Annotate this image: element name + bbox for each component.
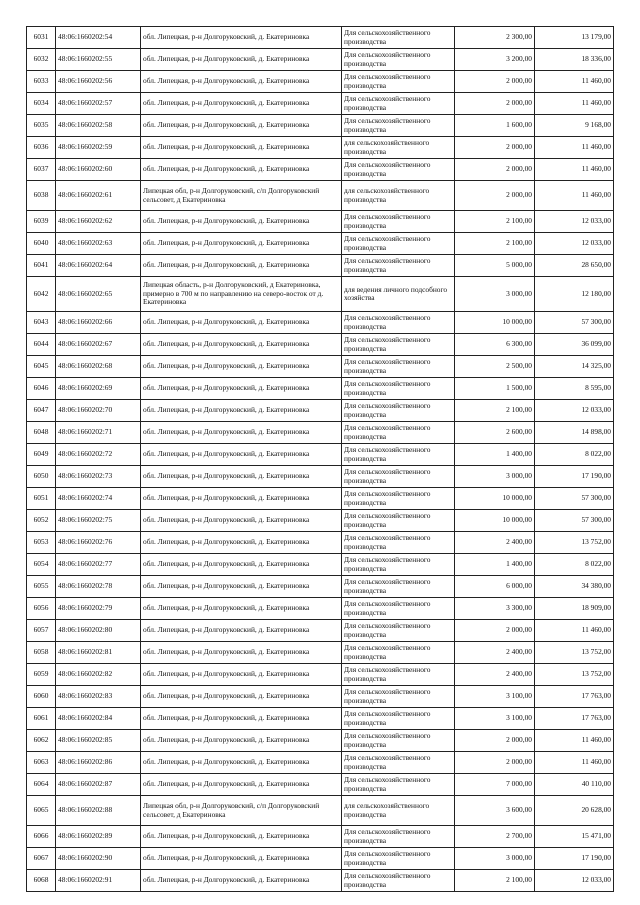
table-row xyxy=(27,211,614,233)
cadastral-value: 13 752,00 xyxy=(535,642,614,664)
plot-address: обл. Липецкая, р-н Долгоруковский, д. Екатериновка xyxy=(141,598,342,620)
permitted-use: Для сельскохозяйственного производства xyxy=(342,233,455,255)
cadastral-value: 12 033,00 xyxy=(535,400,614,422)
table-row xyxy=(27,752,614,774)
permitted-use: Для сельскохозяйственного производства xyxy=(342,532,455,554)
plot-address: обл. Липецкая, р-н Долгоруковский, д. Екатериновка xyxy=(141,664,342,686)
permitted-use: для сельскохозяйственного производства xyxy=(342,137,455,159)
plot-address: обл. Липецкая, р-н Долгоруковский, д. Екатериновка xyxy=(141,826,342,848)
table-row xyxy=(27,870,614,892)
cadastral-value: 11 460,00 xyxy=(535,752,614,774)
table-row xyxy=(27,444,614,466)
plot-address: обл. Липецкая, р-н Долгоруковский, д. Екатериновка xyxy=(141,211,342,233)
row-number: 6052 xyxy=(27,510,56,532)
cadastral-number: 48:06:1660202:56 xyxy=(56,71,141,93)
row-number: 6060 xyxy=(27,686,56,708)
plot-address: обл. Липецкая, р-н Долгоруковский, д. Екатериновка xyxy=(141,620,342,642)
table-row xyxy=(27,255,614,277)
cadastral-number: 48:06:1660202:91 xyxy=(56,870,141,892)
cadastral-value: 8 022,00 xyxy=(535,554,614,576)
permitted-use: Для сельскохозяйственного производства xyxy=(342,71,455,93)
plot-area: 2 000,00 xyxy=(455,752,535,774)
permitted-use: Для сельскохозяйственного производства xyxy=(342,664,455,686)
permitted-use: Для сельскохозяйственного производства xyxy=(342,870,455,892)
permitted-use: Для сельскохозяйственного производства xyxy=(342,620,455,642)
plot-address: обл. Липецкая, р-н Долгоруковский, д. Екатериновка xyxy=(141,870,342,892)
table-row xyxy=(27,49,614,71)
table-row xyxy=(27,181,614,211)
table-row xyxy=(27,708,614,730)
cadastral-number: 48:06:1660202:71 xyxy=(56,422,141,444)
cadastral-value: 14 898,00 xyxy=(535,422,614,444)
cadastral-number: 48:06:1660202:78 xyxy=(56,576,141,598)
table-row xyxy=(27,71,614,93)
plot-address: обл. Липецкая, р-н Долгоруковский, д. Екатериновка xyxy=(141,378,342,400)
table-row xyxy=(27,159,614,181)
cadastral-value: 12 033,00 xyxy=(535,211,614,233)
cadastral-value: 11 460,00 xyxy=(535,93,614,115)
cadastral-value: 13 752,00 xyxy=(535,532,614,554)
row-number: 6039 xyxy=(27,211,56,233)
permitted-use: Для сельскохозяйственного производства xyxy=(342,466,455,488)
table-row xyxy=(27,796,614,826)
row-number: 6033 xyxy=(27,71,56,93)
document-page xyxy=(26,26,613,892)
plot-address: Липецкая обл, р-н Долгоруковский, с/п Долгоруковский сельсовет, д Екатериновка xyxy=(141,796,342,826)
cadastral-number: 48:06:1660202:84 xyxy=(56,708,141,730)
table-row xyxy=(27,576,614,598)
table-body xyxy=(27,27,614,892)
plot-area: 2 700,00 xyxy=(455,826,535,848)
plot-address: обл. Липецкая, р-н Долгоруковский, д. Екатериновка xyxy=(141,71,342,93)
plot-area: 5 000,00 xyxy=(455,255,535,277)
table-row xyxy=(27,620,614,642)
permitted-use: Для сельскохозяйственного производства xyxy=(342,378,455,400)
cadastral-number: 48:06:1660202:76 xyxy=(56,532,141,554)
plot-area: 2 100,00 xyxy=(455,211,535,233)
row-number: 6055 xyxy=(27,576,56,598)
cadastral-number: 48:06:1660202:69 xyxy=(56,378,141,400)
cadastral-number: 48:06:1660202:74 xyxy=(56,488,141,510)
plot-address: обл. Липецкая, р-н Долгоруковский, д. Екатериновка xyxy=(141,312,342,334)
plot-address: обл. Липецкая, р-н Долгоруковский, д. Екатериновка xyxy=(141,730,342,752)
cadastral-number: 48:06:1660202:61 xyxy=(56,181,141,211)
table-row xyxy=(27,27,614,49)
permitted-use: Для сельскохозяйственного производства xyxy=(342,576,455,598)
cadastral-value: 17 763,00 xyxy=(535,708,614,730)
cadastral-number: 48:06:1660202:66 xyxy=(56,312,141,334)
table-row xyxy=(27,115,614,137)
row-number: 6042 xyxy=(27,277,56,312)
table-row xyxy=(27,356,614,378)
plot-area: 2 000,00 xyxy=(455,620,535,642)
plot-area: 2 000,00 xyxy=(455,71,535,93)
cadastral-value: 36 099,00 xyxy=(535,334,614,356)
permitted-use: для ведения личного подсобного хозяйства xyxy=(342,277,455,312)
plot-address: обл. Липецкая, р-н Долгоруковский, д. Екатериновка xyxy=(141,93,342,115)
permitted-use: Для сельскохозяйственного производства xyxy=(342,848,455,870)
row-number: 6051 xyxy=(27,488,56,510)
table-row xyxy=(27,488,614,510)
cadastral-value: 57 300,00 xyxy=(535,312,614,334)
cadastral-value: 34 380,00 xyxy=(535,576,614,598)
plot-area: 2 000,00 xyxy=(455,730,535,752)
table-row xyxy=(27,137,614,159)
permitted-use: Для сельскохозяйственного производства xyxy=(342,752,455,774)
cadastral-number: 48:06:1660202:67 xyxy=(56,334,141,356)
plot-area: 2 000,00 xyxy=(455,93,535,115)
permitted-use: Для сельскохозяйственного производства xyxy=(342,826,455,848)
cadastral-value: 20 628,00 xyxy=(535,796,614,826)
table-row xyxy=(27,642,614,664)
plot-address: обл. Липецкая, р-н Долгоруковский, д. Екатериновка xyxy=(141,642,342,664)
row-number: 6043 xyxy=(27,312,56,334)
table-row xyxy=(27,664,614,686)
plot-address: Липецкая область, р-н Долгоруковский, д Екатериновка, примерно в 700 м по направлению на северо-восток от д. Екатериновка xyxy=(141,277,342,312)
permitted-use: Для сельскохозяйственного производства xyxy=(342,211,455,233)
plot-area: 2 000,00 xyxy=(455,159,535,181)
permitted-use: Для сельскохозяйственного производства xyxy=(342,488,455,510)
cadastral-number: 48:06:1660202:63 xyxy=(56,233,141,255)
row-number: 6059 xyxy=(27,664,56,686)
plot-address: обл. Липецкая, р-н Долгоруковский, д. Екатериновка xyxy=(141,159,342,181)
plot-area: 2 100,00 xyxy=(455,400,535,422)
plot-area: 2 600,00 xyxy=(455,422,535,444)
permitted-use: Для сельскохозяйственного производства xyxy=(342,444,455,466)
cadastral-number: 48:06:1660202:85 xyxy=(56,730,141,752)
plot-address: обл. Липецкая, р-н Долгоруковский, д. Екатериновка xyxy=(141,848,342,870)
row-number: 6047 xyxy=(27,400,56,422)
table-row xyxy=(27,826,614,848)
cadastral-number: 48:06:1660202:72 xyxy=(56,444,141,466)
plot-address: обл. Липецкая, р-н Долгоруковский, д. Екатериновка xyxy=(141,752,342,774)
cadastral-number: 48:06:1660202:57 xyxy=(56,93,141,115)
permitted-use: Для сельскохозяйственного производства xyxy=(342,356,455,378)
plot-address: Липецкая обл, р-н Долгоруковский, с/п Долгоруковский сельсовет, д Екатериновка xyxy=(141,181,342,211)
plot-area: 7 000,00 xyxy=(455,774,535,796)
cadastral-number: 48:06:1660202:64 xyxy=(56,255,141,277)
plot-address: обл. Липецкая, р-н Долгоруковский, д. Екатериновка xyxy=(141,334,342,356)
cadastral-value: 17 763,00 xyxy=(535,686,614,708)
table-row xyxy=(27,730,614,752)
cadastral-value: 11 460,00 xyxy=(535,137,614,159)
cadastral-number: 48:06:1660202:62 xyxy=(56,211,141,233)
cadastral-number: 48:06:1660202:77 xyxy=(56,554,141,576)
plot-area: 6 000,00 xyxy=(455,576,535,598)
permitted-use: Для сельскохозяйственного производства xyxy=(342,255,455,277)
plot-area: 2 000,00 xyxy=(455,181,535,211)
permitted-use: Для сельскохозяйственного производства xyxy=(342,642,455,664)
permitted-use: Для сельскохозяйственного производства xyxy=(342,708,455,730)
cadastral-value: 13 752,00 xyxy=(535,664,614,686)
cadastral-number: 48:06:1660202:73 xyxy=(56,466,141,488)
cadastral-number: 48:06:1660202:65 xyxy=(56,277,141,312)
row-number: 6044 xyxy=(27,334,56,356)
table-row xyxy=(27,334,614,356)
cadastral-value: 12 180,00 xyxy=(535,277,614,312)
cadastral-value: 11 460,00 xyxy=(535,730,614,752)
cadastral-value: 13 179,00 xyxy=(535,27,614,49)
row-number: 6048 xyxy=(27,422,56,444)
cadastral-number: 48:06:1660202:54 xyxy=(56,27,141,49)
cadastral-number: 48:06:1660202:88 xyxy=(56,796,141,826)
permitted-use: Для сельскохозяйственного производства xyxy=(342,422,455,444)
row-number: 6049 xyxy=(27,444,56,466)
row-number: 6063 xyxy=(27,752,56,774)
plot-area: 2 100,00 xyxy=(455,870,535,892)
plot-address: обл. Липецкая, р-н Долгоруковский, д. Екатериновка xyxy=(141,400,342,422)
row-number: 6062 xyxy=(27,730,56,752)
table-row xyxy=(27,233,614,255)
row-number: 6050 xyxy=(27,466,56,488)
plot-area: 2 500,00 xyxy=(455,356,535,378)
plot-address: обл. Липецкая, р-н Долгоруковский, д. Екатериновка xyxy=(141,444,342,466)
plot-address: обл. Липецкая, р-н Долгоруковский, д. Екатериновка xyxy=(141,532,342,554)
plot-address: обл. Липецкая, р-н Долгоруковский, д. Екатериновка xyxy=(141,686,342,708)
cadastral-value: 15 471,00 xyxy=(535,826,614,848)
plot-address: обл. Липецкая, р-н Долгоруковский, д. Екатериновка xyxy=(141,115,342,137)
plot-area: 2 400,00 xyxy=(455,664,535,686)
row-number: 6035 xyxy=(27,115,56,137)
row-number: 6037 xyxy=(27,159,56,181)
plot-area: 1 400,00 xyxy=(455,444,535,466)
cadastral-number: 48:06:1660202:80 xyxy=(56,620,141,642)
cadastral-number: 48:06:1660202:83 xyxy=(56,686,141,708)
permitted-use: для сельскохозяйственного производства xyxy=(342,796,455,826)
row-number: 6041 xyxy=(27,255,56,277)
row-number: 6068 xyxy=(27,870,56,892)
cadastral-value: 11 460,00 xyxy=(535,159,614,181)
permitted-use: Для сельскохозяйственного производства xyxy=(342,49,455,71)
table-row xyxy=(27,598,614,620)
plot-address: обл. Липецкая, р-н Долгоруковский, д. Екатериновка xyxy=(141,466,342,488)
plot-area: 10 000,00 xyxy=(455,510,535,532)
plot-area: 3 200,00 xyxy=(455,49,535,71)
plot-area: 6 300,00 xyxy=(455,334,535,356)
table-row xyxy=(27,532,614,554)
plot-address: обл. Липецкая, р-н Долгоруковский, д. Екатериновка xyxy=(141,422,342,444)
row-number: 6065 xyxy=(27,796,56,826)
plot-area: 3 100,00 xyxy=(455,708,535,730)
cadastral-number: 48:06:1660202:58 xyxy=(56,115,141,137)
cadastral-number: 48:06:1660202:59 xyxy=(56,137,141,159)
plot-area: 3 300,00 xyxy=(455,598,535,620)
cadastral-value: 18 909,00 xyxy=(535,598,614,620)
permitted-use: Для сельскохозяйственного производства xyxy=(342,27,455,49)
plot-address: обл. Липецкая, р-н Долгоруковский, д. Екатериновка xyxy=(141,708,342,730)
plot-address: обл. Липецкая, р-н Долгоруковский, д. Екатериновка xyxy=(141,255,342,277)
cadastral-value: 40 110,00 xyxy=(535,774,614,796)
row-number: 6034 xyxy=(27,93,56,115)
cadastral-value: 11 460,00 xyxy=(535,620,614,642)
plot-address: обл. Липецкая, р-н Долгоруковский, д. Екатериновка xyxy=(141,49,342,71)
table-row xyxy=(27,774,614,796)
table-row xyxy=(27,686,614,708)
row-number: 6053 xyxy=(27,532,56,554)
permitted-use: Для сельскохозяйственного производства xyxy=(342,510,455,532)
plot-area: 2 300,00 xyxy=(455,27,535,49)
cadastral-value: 14 325,00 xyxy=(535,356,614,378)
plot-area: 10 000,00 xyxy=(455,312,535,334)
plot-area: 2 000,00 xyxy=(455,137,535,159)
cadastral-number: 48:06:1660202:86 xyxy=(56,752,141,774)
permitted-use: Для сельскохозяйственного производства xyxy=(342,686,455,708)
cadastral-number: 48:06:1660202:87 xyxy=(56,774,141,796)
cadastral-value: 12 033,00 xyxy=(535,870,614,892)
plot-area: 3 000,00 xyxy=(455,466,535,488)
row-number: 6057 xyxy=(27,620,56,642)
cadastral-number: 48:06:1660202:68 xyxy=(56,356,141,378)
cadastral-value: 28 650,00 xyxy=(535,255,614,277)
row-number: 6045 xyxy=(27,356,56,378)
land-plots-table xyxy=(26,26,614,892)
cadastral-value: 18 336,00 xyxy=(535,49,614,71)
permitted-use: Для сельскохозяйственного производства xyxy=(342,730,455,752)
plot-area: 2 100,00 xyxy=(455,233,535,255)
plot-area: 1 600,00 xyxy=(455,115,535,137)
table-row xyxy=(27,554,614,576)
cadastral-number: 48:06:1660202:90 xyxy=(56,848,141,870)
row-number: 6040 xyxy=(27,233,56,255)
row-number: 6064 xyxy=(27,774,56,796)
cadastral-number: 48:06:1660202:89 xyxy=(56,826,141,848)
row-number: 6067 xyxy=(27,848,56,870)
permitted-use: для сельскохозяйственного производства xyxy=(342,181,455,211)
plot-address: обл. Липецкая, р-н Долгоруковский, д. Екатериновка xyxy=(141,233,342,255)
plot-area: 1 400,00 xyxy=(455,554,535,576)
cadastral-number: 48:06:1660202:60 xyxy=(56,159,141,181)
table-row xyxy=(27,277,614,312)
permitted-use: Для сельскохозяйственного производства xyxy=(342,554,455,576)
row-number: 6036 xyxy=(27,137,56,159)
plot-area: 2 400,00 xyxy=(455,532,535,554)
plot-address: обл. Липецкая, р-н Долгоруковский, д. Екатериновка xyxy=(141,576,342,598)
row-number: 6054 xyxy=(27,554,56,576)
row-number: 6046 xyxy=(27,378,56,400)
plot-address: обл. Липецкая, р-н Долгоруковский, д. Екатериновка xyxy=(141,510,342,532)
cadastral-value: 8 595,00 xyxy=(535,378,614,400)
table-row xyxy=(27,400,614,422)
cadastral-value: 11 460,00 xyxy=(535,71,614,93)
plot-address: обл. Липецкая, р-н Долгоруковский, д. Екатериновка xyxy=(141,554,342,576)
row-number: 6031 xyxy=(27,27,56,49)
table-row xyxy=(27,312,614,334)
row-number: 6058 xyxy=(27,642,56,664)
plot-area: 3 000,00 xyxy=(455,277,535,312)
table-row xyxy=(27,510,614,532)
table-row xyxy=(27,422,614,444)
permitted-use: Для сельскохозяйственного производства xyxy=(342,400,455,422)
plot-address: обл. Липецкая, р-н Долгоруковский, д. Екатериновка xyxy=(141,488,342,510)
cadastral-value: 11 460,00 xyxy=(535,181,614,211)
plot-address: обл. Липецкая, р-н Долгоруковский, д. Екатериновка xyxy=(141,137,342,159)
permitted-use: Для сельскохозяйственного производства xyxy=(342,93,455,115)
row-number: 6032 xyxy=(27,49,56,71)
plot-area: 3 000,00 xyxy=(455,848,535,870)
table-row xyxy=(27,93,614,115)
row-number: 6056 xyxy=(27,598,56,620)
cadastral-value: 57 300,00 xyxy=(535,510,614,532)
plot-area: 1 500,00 xyxy=(455,378,535,400)
table-row xyxy=(27,466,614,488)
plot-address: обл. Липецкая, р-н Долгоруковский, д. Екатериновка xyxy=(141,774,342,796)
permitted-use: Для сельскохозяйственного производства xyxy=(342,598,455,620)
cadastral-value: 17 190,00 xyxy=(535,848,614,870)
table-row xyxy=(27,378,614,400)
permitted-use: Для сельскохозяйственного производства xyxy=(342,312,455,334)
permitted-use: Для сельскохозяйственного производства xyxy=(342,334,455,356)
cadastral-number: 48:06:1660202:75 xyxy=(56,510,141,532)
permitted-use: Для сельскохозяйственного производства xyxy=(342,159,455,181)
cadastral-number: 48:06:1660202:55 xyxy=(56,49,141,71)
cadastral-number: 48:06:1660202:82 xyxy=(56,664,141,686)
plot-area: 2 400,00 xyxy=(455,642,535,664)
permitted-use: Для сельскохозяйственного производства xyxy=(342,115,455,137)
cadastral-number: 48:06:1660202:79 xyxy=(56,598,141,620)
cadastral-value: 9 168,00 xyxy=(535,115,614,137)
cadastral-value: 17 190,00 xyxy=(535,466,614,488)
plot-address: обл. Липецкая, р-н Долгоруковский, д. Екатериновка xyxy=(141,27,342,49)
table-row xyxy=(27,848,614,870)
row-number: 6038 xyxy=(27,181,56,211)
row-number: 6061 xyxy=(27,708,56,730)
row-number: 6066 xyxy=(27,826,56,848)
cadastral-number: 48:06:1660202:70 xyxy=(56,400,141,422)
cadastral-value: 57 300,00 xyxy=(535,488,614,510)
cadastral-number: 48:06:1660202:81 xyxy=(56,642,141,664)
plot-area: 3 100,00 xyxy=(455,686,535,708)
plot-area: 10 000,00 xyxy=(455,488,535,510)
cadastral-value: 12 033,00 xyxy=(535,233,614,255)
plot-address: обл. Липецкая, р-н Долгоруковский, д. Екатериновка xyxy=(141,356,342,378)
permitted-use: Для сельскохозяйственного производства xyxy=(342,774,455,796)
cadastral-value: 8 022,00 xyxy=(535,444,614,466)
plot-area: 3 600,00 xyxy=(455,796,535,826)
